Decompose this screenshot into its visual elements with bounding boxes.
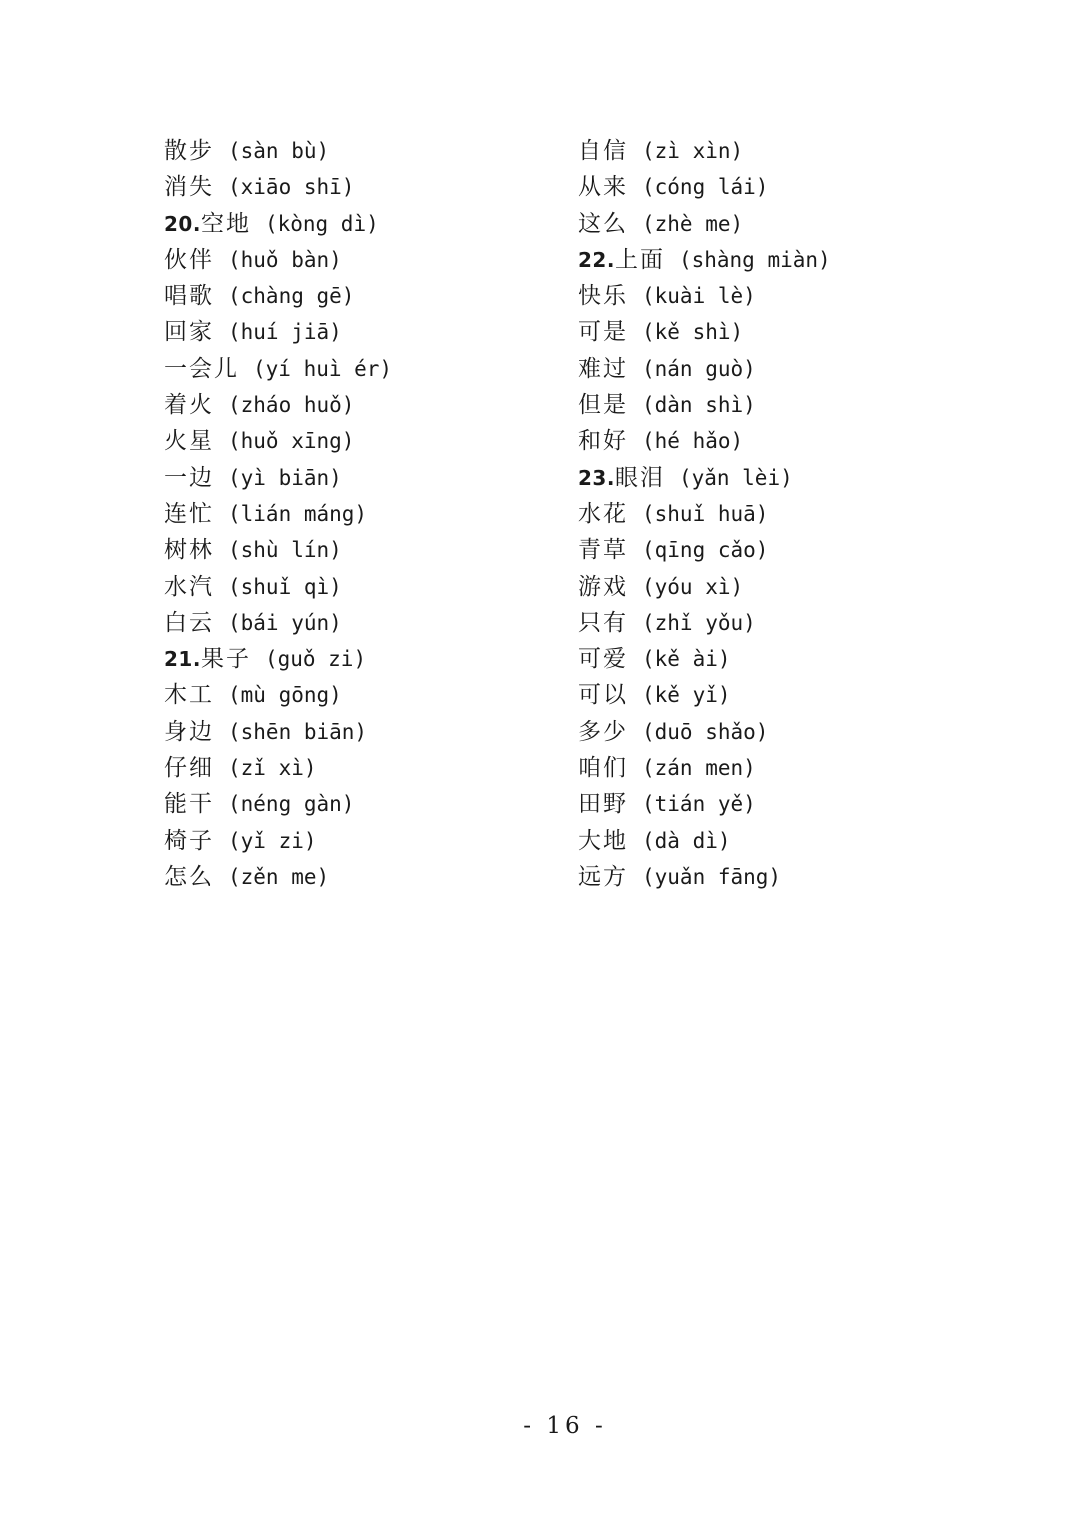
vocab-word: 眼泪 [614,464,665,491]
vocab-pinyin: (lián máng) [228,501,368,526]
vocab-entry [164,641,392,677]
vocab-pinyin: (kě shì) [642,320,744,345]
vocab-word: 只有 [578,609,628,636]
vocab-entry [578,242,831,278]
vocab-word: 树林 [164,537,214,564]
vocab-entry [164,242,392,278]
vocab-word: 上面 [614,246,665,273]
vocab-pinyin: (huǒ xīng) [228,429,355,454]
vocab-word: 田野 [578,791,628,818]
vocab-pinyin: (duō shǎo) [642,719,769,744]
vocab-pinyin: (dà dì) [642,828,731,853]
vocab-entry [164,677,392,713]
vocab-pinyin: (yǎn lèi) [678,465,793,490]
vocab-word: 一会儿 [164,355,239,382]
vocab-word: 唱歌 [164,283,214,310]
vocab-entry [578,786,831,822]
vocab-entry [164,206,392,242]
vocab-word: 果子 [200,646,251,673]
vocab-pinyin: (shēn biān) [228,719,368,744]
vocab-pinyin: (bái yún) [228,610,342,635]
vocab-pinyin: (hé hǎo) [642,429,744,454]
vocab-pinyin: (zhǐ yǒu) [642,610,756,635]
vocab-entry [578,496,831,532]
vocab-word: 但是 [578,392,628,419]
vocab-word: 伙伴 [164,246,214,273]
vocab-entry [164,859,392,895]
vocab-entry [164,786,392,822]
vocab-entry [164,278,392,314]
vocab-word: 这么 [578,210,628,237]
vocab-word: 可是 [578,319,628,346]
vocab-entry [164,169,392,205]
vocab-word: 一边 [164,464,214,491]
vocab-entry [164,605,392,641]
vocab-word: 空地 [200,210,251,237]
vocab-pinyin: (shuǐ huā) [642,501,769,526]
vocab-pinyin: (chàng gē) [228,284,355,309]
vocab-pinyin: (sàn bù) [228,139,330,163]
vocab-word: 水花 [578,500,628,527]
vocab-word: 难过 [578,355,628,382]
vocab-entry [578,677,831,713]
vocab-word: 能干 [164,791,214,818]
vocab-word: 咱们 [578,755,628,782]
vocab-entry [578,605,831,641]
page-number: - 16 - [523,1413,607,1439]
vocab-pinyin: (kuài lè) [642,284,756,309]
vocab-word: 火星 [164,428,214,455]
vocab-entry [164,714,392,750]
lesson-number: 21. [164,647,201,672]
vocab-entry [164,569,392,605]
vocab-pinyin: (zháo huǒ) [228,393,355,418]
vocab-word: 水汽 [164,573,214,600]
vocab-pinyin: (yǐ zi) [228,828,317,853]
vocab-pinyin: (yí huì ér) [253,356,393,381]
vocab-pinyin: (mù gōng) [228,683,342,708]
vocab-word: 着火 [164,392,214,419]
vocab-word: 可以 [578,682,628,709]
vocab-entry [578,206,831,242]
lesson-number: 23. [578,465,615,490]
vocab-entry [578,314,831,350]
vocab-pinyin: (tián yě) [642,792,756,817]
vocab-word: 从来 [578,174,628,201]
vocab-entry [164,823,392,859]
vocab-entry [578,750,831,786]
vocab-word: 自信 [578,138,628,164]
vocab-word: 仔细 [164,755,214,782]
vocab-pinyin: (zhè me) [642,211,744,236]
vocab-entry [164,314,392,350]
vocab-word: 游戏 [578,573,628,600]
vocab-word: 多少 [578,718,628,745]
vocab-word: 散步 [164,138,214,164]
lesson-number: 22. [578,247,615,272]
vocab-entry [164,460,392,496]
vocab-pinyin: (shù lín) [228,538,342,563]
vocab-pinyin: (néng gàn) [228,792,355,817]
vocab-pinyin: (huǒ bàn) [228,247,342,272]
vocab-column-right [578,133,831,895]
vocab-pinyin: (yóu xì) [642,574,744,599]
vocab-entry [578,278,831,314]
vocab-pinyin: (shàng miàn) [678,247,831,272]
vocab-entry [164,423,392,459]
lesson-number: 20. [164,211,201,236]
vocab-pinyin: (kě ài) [642,647,731,672]
vocab-pinyin: (nán guò) [642,356,756,381]
vocab-entry [578,460,831,496]
vocab-word: 木工 [164,682,214,709]
vocab-pinyin: (huí jiā) [228,320,342,345]
vocab-word: 大地 [578,827,628,854]
vocab-pinyin: (yì biān) [228,465,342,490]
vocab-word: 连忙 [164,500,214,527]
vocab-word: 可爱 [578,646,628,673]
vocab-pinyin: (zì xìn) [642,139,744,163]
vocab-entry [164,532,392,568]
vocab-pinyin: (guǒ zi) [264,647,367,672]
vocab-entry [164,133,392,169]
vocab-entry [578,859,831,895]
vocab-pinyin: (kòng dì) [264,211,379,236]
vocab-word: 身边 [164,718,214,745]
vocab-entry [164,387,392,423]
vocab-entry [578,823,831,859]
vocab-entry [578,169,831,205]
vocab-word: 快乐 [578,283,628,310]
vocab-word: 怎么 [164,863,214,890]
vocab-entry [164,750,392,786]
vocab-entry [578,387,831,423]
vocab-pinyin: (zán men) [642,756,756,781]
vocab-pinyin: (dàn shì) [642,393,756,418]
vocab-entry [578,133,831,169]
vocab-pinyin: (zěn me) [228,864,330,889]
vocab-word: 白云 [164,609,214,636]
vocab-entry [578,714,831,750]
vocab-word: 回家 [164,319,214,346]
vocab-word: 远方 [578,863,628,890]
vocab-pinyin: (qīng cǎo) [642,538,769,563]
vocab-pinyin: (kě yǐ) [642,683,731,708]
vocab-word: 消失 [164,174,214,201]
vocab-pinyin: (xiāo shī) [228,175,355,200]
vocab-entry [164,351,392,387]
vocab-pinyin: (shuǐ qì) [228,574,342,599]
vocab-entry [578,641,831,677]
vocab-entry [578,569,831,605]
vocab-word: 青草 [578,537,628,564]
vocab-entry [578,532,831,568]
vocab-entry [578,351,831,387]
vocab-pinyin: (yuǎn fāng) [642,864,782,889]
vocab-pinyin: (cóng lái) [642,175,769,200]
vocab-entry [164,496,392,532]
vocab-entry [578,423,831,459]
vocab-pinyin: (zǐ xì) [228,756,317,781]
vocab-column-left [164,133,392,895]
vocab-word: 和好 [578,428,628,455]
vocab-word: 椅子 [164,827,214,854]
